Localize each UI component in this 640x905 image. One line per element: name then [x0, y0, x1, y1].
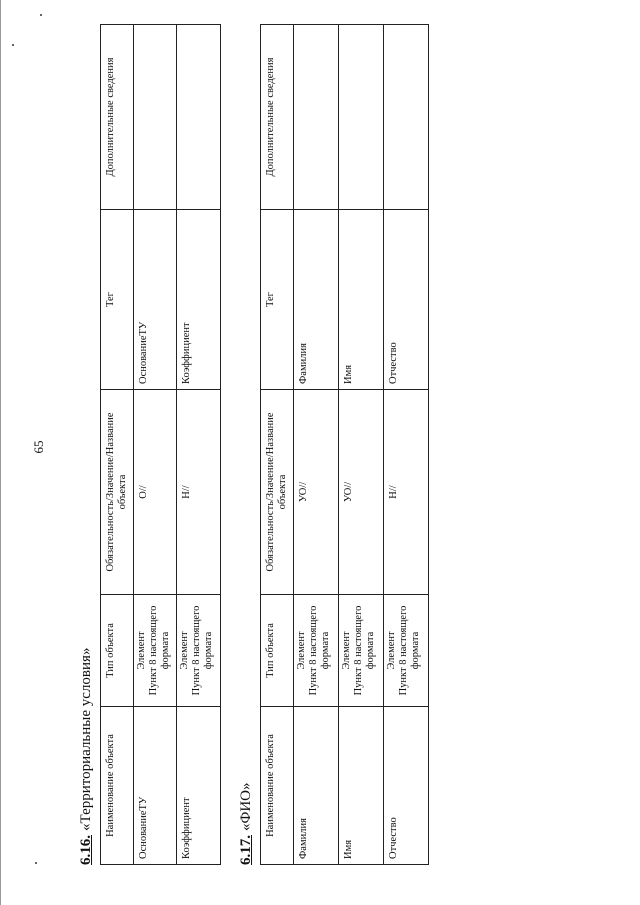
- column-header: Тег: [101, 210, 134, 390]
- cell-name: Отчество: [384, 707, 429, 865]
- cell-type: [384, 595, 429, 707]
- column-header: Тип объекта: [101, 595, 134, 707]
- cell-type: [339, 595, 384, 707]
- table-header-row: [261, 25, 294, 865]
- cell-tag: Отчество: [384, 210, 429, 390]
- cell-obligation: Н//: [384, 390, 429, 595]
- table-header-row: [101, 25, 134, 865]
- cell-name: ОснованиеТУ: [134, 707, 177, 865]
- table-row: [339, 25, 384, 865]
- cell-name: Коэффициент: [177, 707, 220, 865]
- type-line: Элемент: [136, 631, 148, 670]
- column-header: Обязательность/Значение/Название объекта: [101, 390, 134, 595]
- rotated-content: [60, 25, 440, 865]
- table-row: [177, 25, 220, 865]
- section-title: «Территориальные условия»: [78, 647, 94, 831]
- section-table: [260, 24, 429, 865]
- column-header: Наименование объекта: [261, 707, 294, 865]
- cell-obligation: УО//: [294, 390, 339, 595]
- section-number: 6.17.: [238, 835, 254, 865]
- cell-obligation: О//: [134, 390, 177, 595]
- section-number: 6.16.: [78, 835, 94, 865]
- column-header: Дополнительные сведения: [101, 25, 134, 210]
- cell-type: [134, 595, 177, 707]
- table-row: [294, 25, 339, 865]
- cell-tag: Коэффициент: [177, 210, 220, 390]
- section-heading: [238, 782, 255, 865]
- type-line: Пункт 8 настоящего формата: [398, 605, 422, 696]
- type-line: Пункт 8 настоящего формата: [353, 605, 377, 696]
- table-row: [134, 25, 177, 865]
- type-line: Пункт 8 настоящего формата: [191, 605, 215, 696]
- cell-name: Фамилия: [294, 707, 339, 865]
- type-line: Элемент: [341, 631, 353, 670]
- cell-extra: [177, 25, 220, 210]
- section-title: «ФИО»: [238, 782, 254, 831]
- column-header: Обязательность/Значение/Название объекта: [261, 390, 294, 595]
- cell-extra: [294, 25, 339, 210]
- cell-name: Имя: [339, 707, 384, 865]
- page-number: 65: [31, 440, 46, 454]
- scan-edge: [0, 0, 1, 905]
- type-line: Элемент: [179, 631, 191, 670]
- cell-type: [294, 595, 339, 707]
- type-line: Элемент: [386, 631, 398, 670]
- cell-obligation: Н//: [177, 390, 220, 595]
- column-header: Дополнительные сведения: [261, 25, 294, 210]
- scan-speck: [35, 862, 37, 864]
- cell-tag: Фамилия: [294, 210, 339, 390]
- cell-extra: [134, 25, 177, 210]
- cell-tag: Имя: [339, 210, 384, 390]
- type-line: Пункт 8 настоящего формата: [148, 605, 172, 696]
- column-header: Тип объекта: [261, 595, 294, 707]
- section-table: [100, 24, 221, 865]
- type-line: Элемент: [296, 631, 308, 670]
- cell-tag: ОснованиеТУ: [134, 210, 177, 390]
- cell-extra: [339, 25, 384, 210]
- section-heading: [78, 648, 95, 865]
- cell-type: [177, 595, 220, 707]
- cell-extra: [384, 25, 429, 210]
- table-row: [384, 25, 429, 865]
- type-line: Пункт 8 настоящего формата: [308, 605, 332, 696]
- scan-speck: [12, 44, 14, 46]
- column-header: Наименование объекта: [101, 707, 134, 865]
- column-header: Тег: [261, 210, 294, 390]
- cell-obligation: УО//: [339, 390, 384, 595]
- scan-speck: [40, 14, 42, 16]
